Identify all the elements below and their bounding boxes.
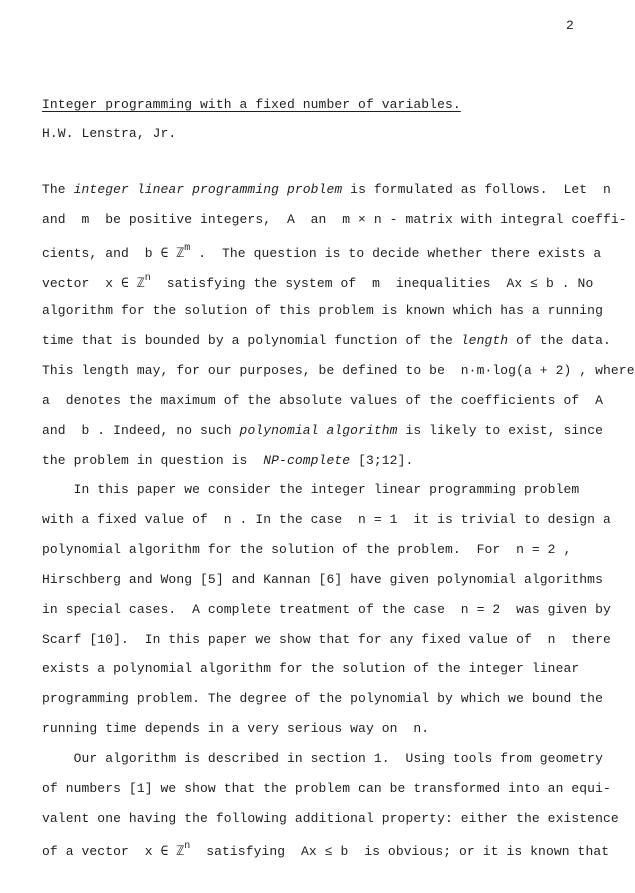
body-line — [42, 453, 413, 468]
text-segment: with a fixed value of n . In the case n = 1 it is trivial to design a — [42, 512, 611, 527]
body-line — [42, 393, 603, 408]
text-segment: The — [42, 182, 74, 197]
text-segment: of the data. — [508, 333, 611, 348]
text-segment: polynomial algorithm for the solution of the problem. For n = 2 , — [42, 542, 572, 557]
author: H.W. Lenstra, Jr. — [42, 126, 177, 141]
body-line — [42, 423, 603, 438]
italic-text: polynomial algorithm — [239, 423, 398, 438]
paper-title: Integer programming with a fixed number of variables. — [42, 97, 461, 112]
text-segment: In this paper we consider the integer linear programming problem — [42, 482, 580, 497]
body-line — [42, 482, 579, 497]
text-segment: cients, and b ∈ ℤ — [42, 246, 185, 261]
body-line — [42, 542, 571, 557]
body-line — [42, 632, 611, 647]
text-segment: . The question is to decide whether there exists a — [190, 246, 602, 261]
text-segment: Our algorithm is described in section 1. Using tools from geometry — [42, 751, 603, 766]
text-segment: valent one having the following additional property: either the existence — [42, 811, 619, 826]
body-line — [42, 841, 609, 859]
body-line — [42, 243, 601, 261]
text-segment: the problem in question is — [42, 453, 264, 468]
italic-text: NP-complete — [263, 453, 351, 468]
superscript: m — [184, 243, 191, 254]
page-number: 2 — [566, 18, 574, 33]
body-line — [42, 363, 635, 378]
body-line — [42, 512, 611, 527]
text-segment: exists a polynomial algorithm for the solution of the integer linear — [42, 661, 580, 676]
text-segment: vector x ∈ ℤ — [42, 276, 145, 291]
text-segment: programming problem. The degree of the polynomial by which we bound the — [42, 691, 603, 706]
text-segment: is likely to exist, since — [397, 423, 604, 438]
body-line — [42, 751, 603, 766]
body-line — [42, 182, 611, 197]
italic-text: length — [460, 333, 509, 348]
text-segment: of a vector x ∈ ℤ — [42, 844, 185, 859]
body-line — [42, 721, 429, 736]
text-segment: This length may, for our purposes, be defined to be n·m·log(a + 2) , where — [42, 363, 635, 378]
superscript: n — [144, 273, 151, 284]
text-segment: is formulated as follows. Let n — [342, 182, 611, 197]
text-segment: satisfying the system of m inequalities Ax ≤ b . No — [150, 276, 594, 291]
body-line — [42, 602, 611, 617]
text-segment: and b . Indeed, no such — [42, 423, 240, 438]
text-segment: a denotes the maximum of the absolute values of the coefficients of A — [42, 393, 603, 408]
body-line — [42, 572, 603, 587]
text-segment: time that is bounded by a polynomial function of the — [42, 333, 461, 348]
body-line — [42, 212, 627, 227]
body-line — [42, 273, 593, 291]
body-line — [42, 811, 619, 826]
superscript: n — [184, 841, 191, 852]
text-segment: Hirschberg and Wong [5] and Kannan [6] have given polynomial algorithms — [42, 572, 603, 587]
body-line — [42, 303, 603, 318]
italic-text: integer linear programming problem — [73, 182, 343, 197]
body-line — [42, 781, 611, 796]
text-segment: satisfying Ax ≤ b is obvious; or it is known that — [190, 844, 610, 859]
text-segment: [3;12]. — [350, 453, 414, 468]
body-line — [42, 661, 579, 676]
text-segment: Scarf [10]. In this paper we show that for any fixed value of n there — [42, 632, 611, 647]
text-segment: in special cases. A complete treatment of the case n = 2 was given by — [42, 602, 611, 617]
text-segment: running time depends in a very serious way on n. — [42, 721, 430, 736]
text-segment: of numbers [1] we show that the problem can be transformed into an equi- — [42, 781, 611, 796]
text-segment: algorithm for the solution of this problem is known which has a running — [42, 303, 603, 318]
text-segment: and m be positive integers, A an m × n - matrix with integral coeffi- — [42, 212, 627, 227]
body-line — [42, 333, 611, 348]
body-line — [42, 691, 603, 706]
